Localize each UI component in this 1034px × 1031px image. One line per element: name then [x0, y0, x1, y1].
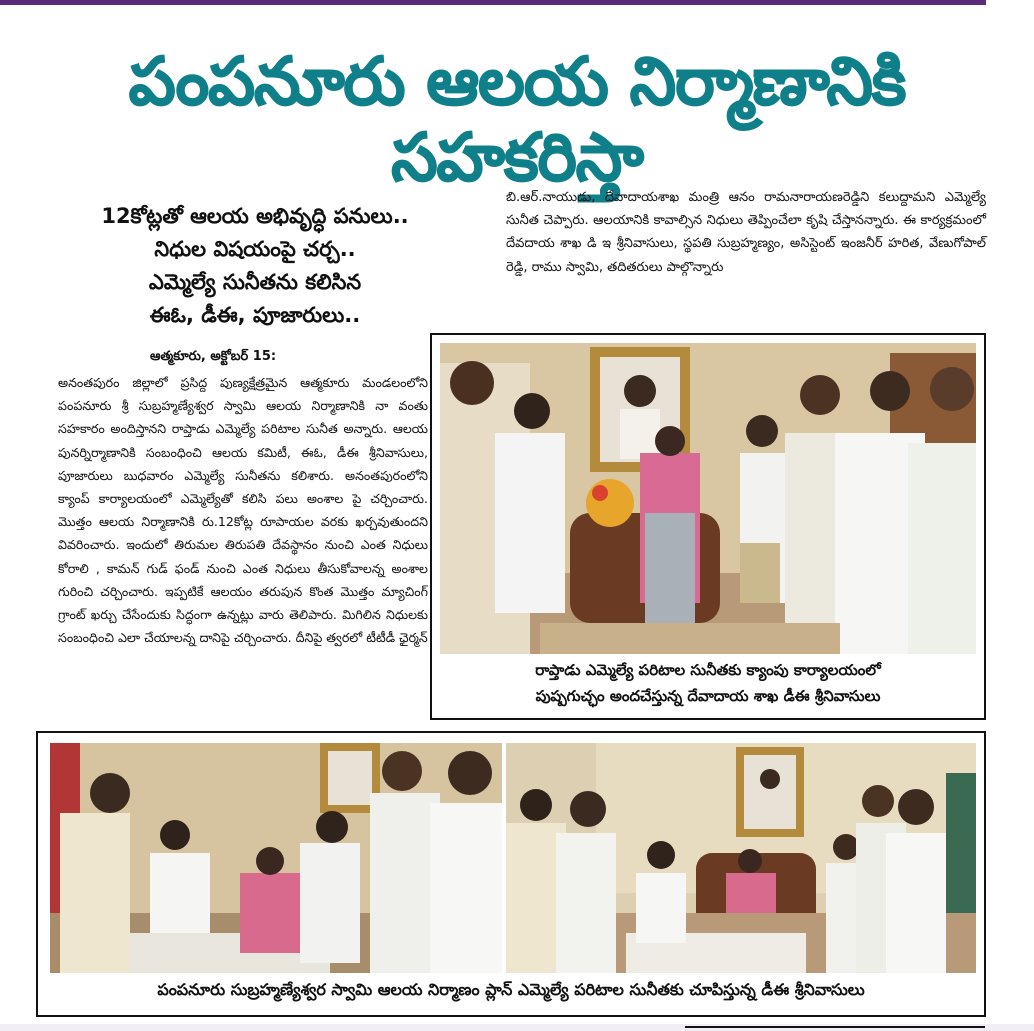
dateline: ఆత్మకూరు, అక్టోబర్ 15: — [150, 349, 277, 364]
subheading-2: నిధుల విషయంపై చర్చ.. — [154, 237, 356, 261]
article-body-left: అనంతపురం జిల్లాలో ప్రసిద్ద పుణ్యక్షేత్రమైన ఆత్మకూరు మండలంలోని పంపనూరు శ్రీ సుబ్రహ్మణ్యేశ్వర స్వామి ఆలయ నిర్మాణానికి నా వంతు సహకారం అందిస్తానని రాప్తాడు ఎమ్మెల్యే పరిటాల సునీత అన్నారు. ఆలయ పునర్నిర్మాణానికి సంబంధించి ఆలయ కమిటీ, ఈఓ, డీఈ శ్రీనివాసులు, పూజారులు బుధవారం ఎమ్మెల్యే సునీతను కలిశారు. అనంతపురంలోని క్యాంప్ కార్యాలయంలో ఎమ్మెల్యేతో కలిసి పలు అంశాల పై చర్చించారు. మొత్తం ఆలయ నిర్మాణానికి రు.12కోట్ల రూపాయల వరకు ఖర్చవుతుందని వివరించారు. ఇందులో తిరుమల తిరుపతి దేవస్థానం నుంచి ఎంత నిధులు కోరాలి , కామన్ గుడ్ ఫండ్ నుంచి ఎంత నిధులు తీసుకోవాలన్న అంశాల గురించి చర్చించారు. ఇప్పటికే ఆలయం తరుపున కొంత మొత్తం మ్యాచింగ్ గ్రాంట్ ఖర్చు చేసేందుకు సిద్ధంగా ఉన్నట్లు వారు తెలిపారు. మిగిలిన నిధులకు సంబంధించి ఎలా చేయాలన్న దానిపై చర్చించారు. దీనిపై త్వరలో టీటీడీ ఛైర్మన్ — [58, 375, 428, 646]
photo-frame-2 — [36, 731, 986, 1017]
article-left-column — [58, 371, 428, 649]
subheadings — [40, 200, 470, 332]
article-right-column — [506, 186, 986, 279]
subheading-4: ఈఓ, డీఈ, పూజారులు.. — [149, 303, 361, 327]
photo-bouquet-presentation — [440, 343, 976, 654]
article-body-right: బి.ఆర్.నాయుడు, దేవాదాయశాఖ మంత్రి ఆనం రామనారాయణరెడ్డిని కలుద్దామని ఎమ్మెల్యే సునీత చెప్పారు. ఆలయానికి కావాల్సిన నిధులు తెప్పించేలా కృషి చేస్తానన్నారు. ఈ కార్యక్రమంలో దేవదాయ శాఖ డి ఇ శ్రీనివాసులు, స్థపతి సుబ్రహ్మణ్యం, అసిస్టెంట్ ఇంజనీర్ హరిత, వేణుగోపాల్ రెడ్డి, రాము స్వామి, తదితరులు పాల్గొన్నారు — [506, 190, 986, 275]
subheading-1: 12కోట్లతో ఆలయ అభివృద్ధి పనులు.. — [101, 204, 409, 228]
headline: పంపనూరు ఆలయ నిర్మాణానికి సహకరిస్తా — [128, 43, 906, 196]
subheading-3: ఎమ్మెల్యే సునీతను కలిసిన — [148, 270, 362, 294]
photo-plan-review-left — [50, 743, 502, 973]
photo-2-caption: పంపనూరు సుబ్రహ్మణ్యేశ్వర స్వామి ఆలయ నిర్మాణం ప్లాన్ ఎమ్మెల్యే పరిటాల సునీతకు చూపిస్తున్న డీఈ శ్రీనివాసులు — [157, 980, 865, 999]
bottom-rule — [685, 1026, 985, 1028]
photo-frame-1 — [430, 333, 986, 720]
photo-plan-review-right — [506, 743, 976, 973]
photo-1-caption-line-1: రాప్తాడు ఎమ్మెల్యే పరిటాల సునీతకు క్యాంపు కార్యాలయంలో — [535, 661, 881, 679]
photo-1-caption-line-2: పుష్పగుచ్ఛం అందచేస్తున్న దేవాదాయ శాఖ డీఈ శ్రీనివాసులు — [535, 687, 881, 705]
photo-1-caption — [432, 657, 984, 709]
top-rule — [0, 0, 986, 5]
